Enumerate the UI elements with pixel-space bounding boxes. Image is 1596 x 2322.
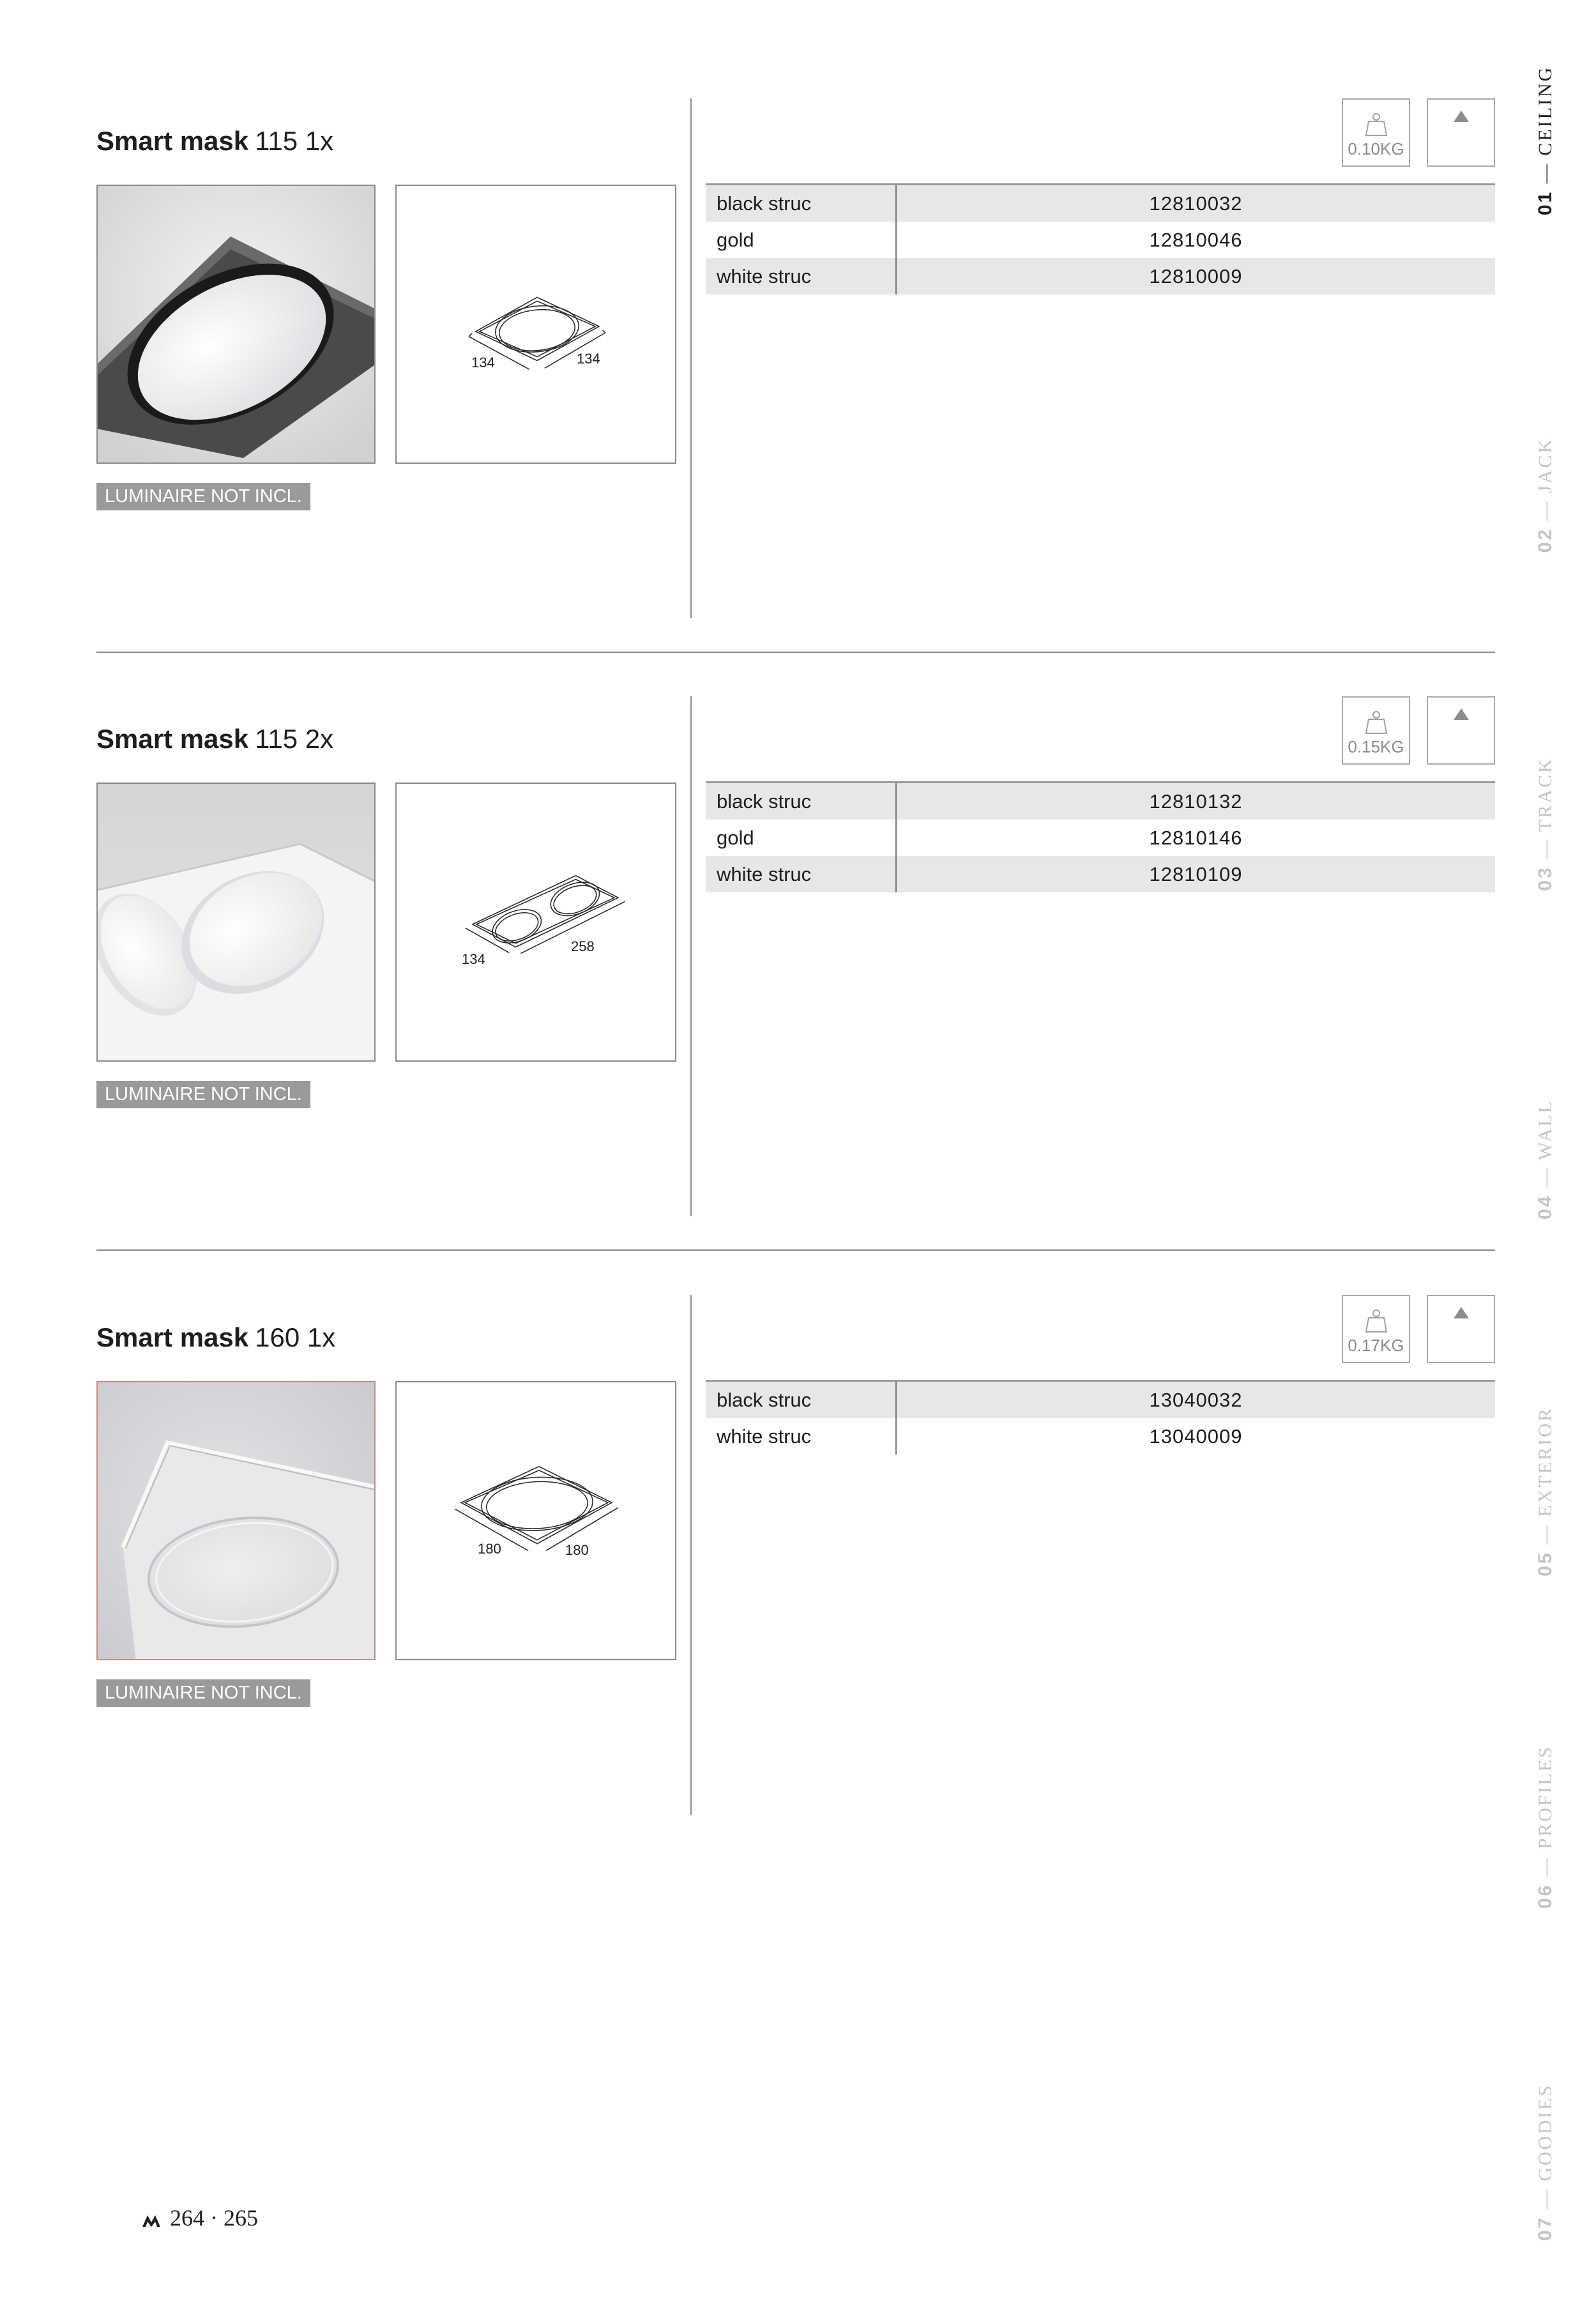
- product-size: 115 2x: [255, 724, 334, 754]
- variant-code-table: [706, 1380, 1495, 1455]
- weight-icon: [1362, 1308, 1390, 1336]
- variant-code: 12810132: [1149, 790, 1243, 813]
- variant-code: 12810146: [1149, 827, 1243, 849]
- variant-name: black struc: [706, 783, 897, 820]
- product-name: Smart mask: [96, 1322, 249, 1352]
- page-numbers: 264 · 265: [170, 2205, 258, 2231]
- product-block-smart-mask-160-1x: [0, 1295, 1596, 1819]
- column-divider: [690, 1295, 692, 1815]
- tab-number: 07: [1535, 2215, 1556, 2242]
- product-size: 160 1x: [255, 1322, 336, 1352]
- table-row: [706, 856, 1495, 892]
- tab-number: 06: [1535, 1883, 1556, 1909]
- tab-jack[interactable]: 02 — JACK: [1535, 437, 1556, 553]
- variant-code: 13040009: [1149, 1425, 1243, 1447]
- variant-code-table: [706, 781, 1495, 892]
- weight-label: 0.10KG: [1348, 139, 1404, 158]
- tab-number: 03: [1535, 866, 1556, 891]
- variant-name: gold: [706, 222, 897, 258]
- section-separator: [96, 1249, 1495, 1251]
- tab-number: 04: [1535, 1194, 1556, 1220]
- weight-box: [1342, 1295, 1410, 1363]
- variant-code: 12810109: [1149, 863, 1243, 885]
- brand-logo-icon: [142, 2213, 161, 2227]
- scroll-up-button[interactable]: [1427, 696, 1495, 765]
- tab-label: TRACK: [1535, 757, 1556, 832]
- variant-code: 12810009: [1149, 265, 1243, 287]
- tab-ceiling[interactable]: 01 — CEILING: [1535, 65, 1556, 216]
- variant-code: 12810032: [1149, 192, 1243, 215]
- variant-name: white struc: [706, 856, 897, 892]
- table-row: [706, 258, 1495, 294]
- tab-wall[interactable]: 04 — WALL: [1535, 1099, 1556, 1220]
- tab-number: 05: [1535, 1551, 1556, 1577]
- product-block-smart-mask-115-1x: [0, 98, 1596, 622]
- tab-label: PROFILES: [1535, 1745, 1556, 1849]
- product-photo: [96, 1381, 376, 1660]
- variant-name: black struc: [706, 1382, 897, 1418]
- table-row: [706, 1418, 1495, 1455]
- dimension-drawing: [395, 185, 676, 464]
- triangle-up-icon: [1452, 707, 1471, 722]
- product-title: [96, 726, 333, 752]
- product-name: Smart mask: [96, 724, 249, 754]
- tab-label: JACK: [1535, 437, 1556, 493]
- dimension-width: 134: [462, 951, 485, 967]
- weight-icon: [1362, 709, 1390, 737]
- section-separator: [96, 652, 1495, 653]
- product-size: 115 1x: [255, 126, 334, 156]
- table-row: [706, 222, 1495, 258]
- variant-name: white struc: [706, 1418, 897, 1455]
- table-row: [706, 185, 1495, 222]
- weight-box: [1342, 98, 1410, 167]
- scroll-up-button[interactable]: [1427, 98, 1495, 167]
- variant-name: gold: [706, 820, 897, 856]
- table-row: [706, 1382, 1495, 1418]
- table-row: [706, 783, 1495, 820]
- page-footer: [142, 2204, 258, 2231]
- tab-label: CEILING: [1535, 65, 1556, 156]
- tab-exterior[interactable]: 05 — EXTERIOR: [1535, 1407, 1556, 1577]
- dimension-drawing: [395, 783, 676, 1062]
- tab-number: 01: [1535, 190, 1556, 216]
- variant-name: white struc: [706, 258, 897, 294]
- product-title: [96, 1324, 335, 1351]
- product-photo: [96, 185, 376, 464]
- dimension-depth: 134: [577, 351, 600, 367]
- weight-icon: [1362, 111, 1390, 139]
- triangle-up-icon: [1452, 109, 1471, 124]
- variant-code: 13040032: [1149, 1389, 1243, 1411]
- dimension-depth: 180: [565, 1542, 589, 1558]
- luminaire-not-included-badge: LUMINAIRE NOT INCL.: [96, 1679, 310, 1707]
- dimension-width: 180: [478, 1541, 501, 1557]
- tab-track[interactable]: 03 — TRACK: [1535, 757, 1556, 891]
- column-divider: [690, 98, 692, 618]
- dimension-drawing: [395, 1381, 676, 1660]
- luminaire-not-included-badge: LUMINAIRE NOT INCL.: [96, 483, 310, 510]
- product-photo: [96, 783, 376, 1062]
- variant-name: black struc: [706, 185, 897, 222]
- chapter-tabs: [1520, 0, 1571, 2322]
- weight-label: 0.17KG: [1348, 1336, 1404, 1355]
- tab-label: WALL: [1535, 1099, 1556, 1161]
- weight-box: [1342, 696, 1410, 765]
- dimension-length: 258: [571, 938, 595, 954]
- product-title: [96, 128, 333, 155]
- tab-label: EXTERIOR: [1535, 1407, 1556, 1517]
- column-divider: [690, 696, 692, 1216]
- table-row: [706, 820, 1495, 856]
- variant-code: 12810046: [1149, 229, 1243, 251]
- weight-label: 0.15KG: [1348, 737, 1404, 756]
- luminaire-not-included-badge: LUMINAIRE NOT INCL.: [96, 1081, 310, 1108]
- triangle-up-icon: [1452, 1305, 1471, 1320]
- tab-number: 02: [1535, 527, 1556, 553]
- tab-goodies[interactable]: 07 — GOODIES: [1535, 2083, 1556, 2242]
- product-name: Smart mask: [96, 126, 249, 156]
- scroll-up-button[interactable]: [1427, 1295, 1495, 1363]
- variant-code-table: [706, 183, 1495, 294]
- tab-profiles[interactable]: 06 — PROFILES: [1535, 1745, 1556, 1909]
- product-block-smart-mask-115-2x: [0, 696, 1596, 1220]
- dimension-width: 134: [471, 355, 495, 370]
- tab-label: GOODIES: [1535, 2083, 1556, 2181]
